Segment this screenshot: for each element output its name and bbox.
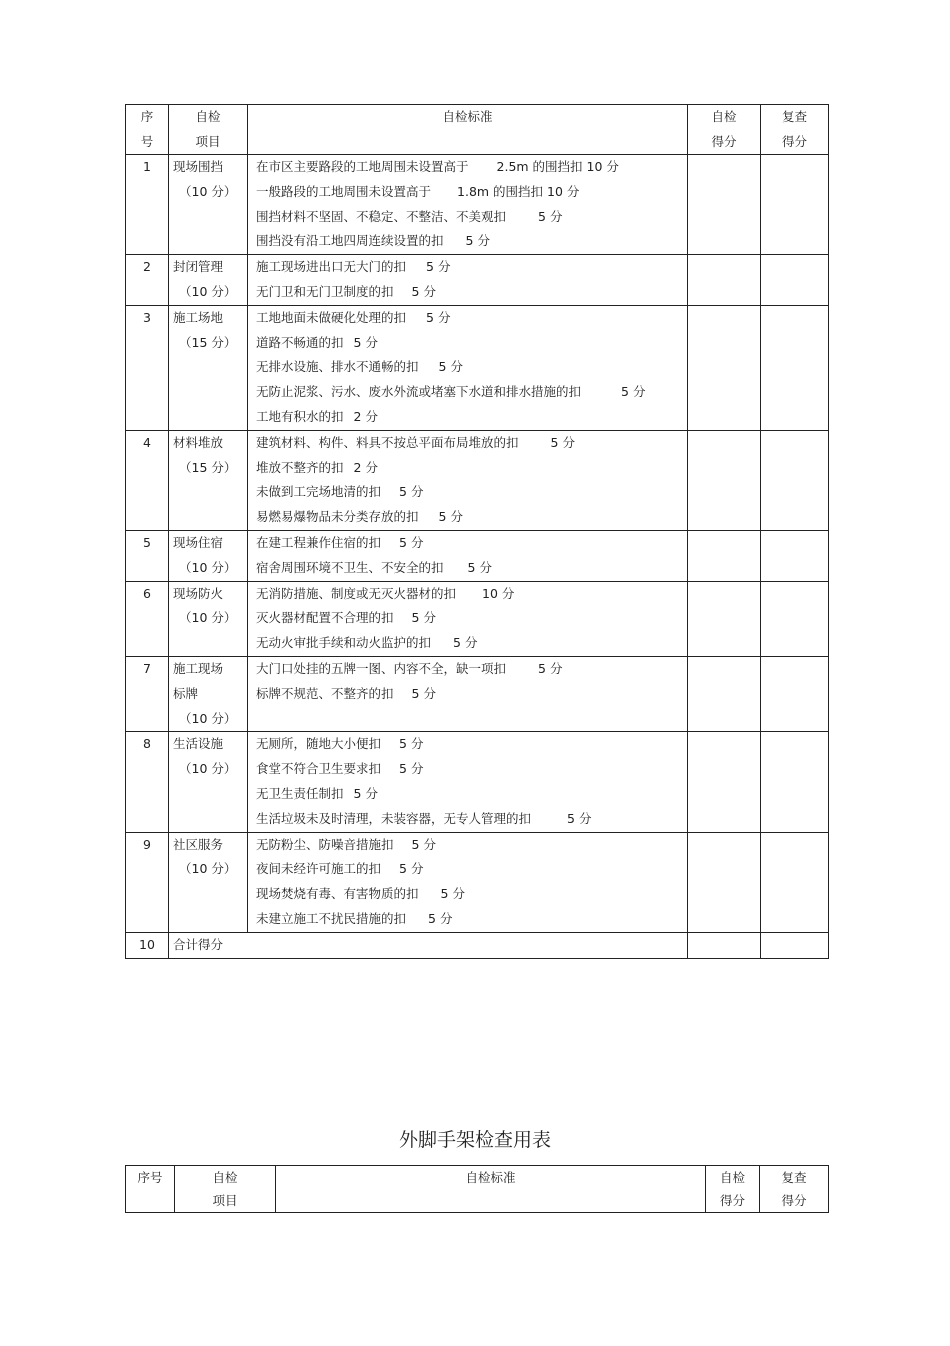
header-no bbox=[126, 105, 169, 155]
self-score-cell bbox=[688, 581, 761, 656]
row-criteria-cell bbox=[248, 155, 688, 255]
criteria-text: 无排水设施、排水不通畅的扣 bbox=[256, 359, 419, 375]
criteria-deduction: 5 分 bbox=[411, 836, 436, 852]
criteria-deduction: 5 分 bbox=[399, 761, 424, 777]
header-no-line2: 号 bbox=[140, 133, 154, 149]
header-item-line1: 自检 bbox=[212, 1170, 238, 1185]
table-row bbox=[126, 430, 829, 530]
row-item-cell bbox=[169, 581, 248, 656]
criteria-line bbox=[256, 582, 687, 607]
item-label-line: （10 分） bbox=[179, 761, 237, 777]
criteria-line bbox=[256, 732, 687, 757]
row-criteria-cell bbox=[248, 255, 688, 306]
criteria-line bbox=[256, 405, 687, 430]
criteria-line bbox=[256, 782, 687, 807]
criteria-deduction: 5 分 bbox=[399, 736, 424, 752]
criteria-deduction: 5 分 bbox=[621, 384, 646, 400]
item-label-line: （10 分） bbox=[179, 710, 237, 726]
row-number-cell bbox=[126, 832, 169, 932]
row-criteria-cell bbox=[248, 305, 688, 430]
self-score-cell bbox=[688, 255, 761, 306]
table-row bbox=[126, 581, 829, 656]
criteria-deduction: 2 分 bbox=[353, 459, 378, 475]
criteria-text: 夜间未经许可施工的扣 bbox=[256, 861, 382, 877]
criteria-deduction: 10 分 bbox=[482, 585, 515, 601]
total-label-cell bbox=[169, 932, 688, 958]
recheck-score-cell bbox=[761, 832, 829, 932]
item-label-line: （10 分） bbox=[179, 610, 237, 626]
criteria-text: 建筑材料、构件、料具不按总平面布局堆放的扣 bbox=[256, 434, 519, 450]
row-criteria-cell bbox=[248, 832, 688, 932]
header-recheck-score bbox=[760, 1166, 829, 1213]
item-label-line: （10 分） bbox=[179, 861, 237, 877]
row-item-cell bbox=[169, 832, 248, 932]
header-item-line2: 项目 bbox=[195, 133, 221, 149]
criteria-line bbox=[256, 331, 687, 356]
criteria-line bbox=[256, 631, 687, 656]
criteria-text: 无动火审批手续和动火监护的扣 bbox=[256, 635, 432, 651]
criteria-deduction: 5 分 bbox=[428, 910, 453, 926]
criteria-text: 无消防措施、制度或无灭火器材的扣 bbox=[256, 585, 457, 601]
row-criteria-cell bbox=[248, 656, 688, 731]
criteria-line bbox=[256, 380, 687, 405]
criteria-line bbox=[256, 355, 687, 380]
criteria-deduction: 5 分 bbox=[550, 434, 575, 450]
criteria-text: 一般路段的工地周围未设置高于 bbox=[256, 183, 432, 199]
criteria-deduction: 5 分 bbox=[538, 208, 563, 224]
criteria-line bbox=[256, 306, 687, 331]
criteria-line bbox=[256, 280, 687, 305]
self-score-cell bbox=[688, 155, 761, 255]
criteria-text: 无厕所，随地大小便扣 bbox=[256, 736, 382, 752]
item-label-line: 材料堆放 bbox=[173, 434, 224, 450]
criteria-line bbox=[256, 531, 687, 556]
criteria-text: 现场焚烧有毒、有害物质的扣 bbox=[256, 886, 419, 902]
header-item-line1: 自检 bbox=[195, 109, 221, 124]
item-label-line: （15 分） bbox=[179, 459, 237, 475]
header-re-line2: 得分 bbox=[781, 1193, 807, 1208]
criteria-line bbox=[256, 255, 687, 280]
criteria-text: 围挡没有沿工地四周连续设置的扣 bbox=[256, 233, 444, 249]
row-number: 1 bbox=[143, 159, 151, 174]
row-number: 6 bbox=[143, 585, 151, 601]
criteria-text: 未建立施工不扰民措施的扣 bbox=[256, 910, 407, 926]
criteria-line bbox=[256, 480, 687, 505]
site-inspection-table-body bbox=[126, 105, 829, 959]
criteria-text: 宿舍周围环境不卫生、不安全的扣 bbox=[256, 559, 444, 575]
criteria-text: 施工现场进出口无大门的扣 bbox=[256, 259, 407, 275]
header-self-line1: 自检 bbox=[719, 1170, 745, 1185]
criteria-line bbox=[256, 606, 687, 631]
table-row bbox=[126, 305, 829, 430]
criteria-deduction: 5 分 bbox=[411, 685, 436, 701]
table-row bbox=[126, 155, 829, 255]
header-self-score bbox=[688, 105, 761, 155]
header-no bbox=[126, 1166, 175, 1213]
item-label-line: （15 分） bbox=[179, 334, 237, 350]
item-label-line: 封闭管理 bbox=[173, 259, 224, 275]
criteria-line bbox=[256, 882, 687, 907]
criteria-text: 标牌不规范、不整齐的扣 bbox=[256, 685, 394, 701]
total-number-cell bbox=[126, 932, 169, 958]
criteria-text: 工地有积水的扣 bbox=[256, 408, 344, 424]
criteria-line bbox=[256, 857, 687, 882]
criteria-text: 工地地面未做硬化处理的扣 bbox=[256, 309, 407, 325]
row-number: 4 bbox=[143, 434, 151, 450]
row-number: 7 bbox=[143, 660, 151, 676]
self-score-cell bbox=[688, 430, 761, 530]
row-item-cell bbox=[169, 656, 248, 731]
scaffold-table-title: 外脚手架检查用表 bbox=[398, 1129, 551, 1151]
item-label-line: （10 分） bbox=[179, 183, 237, 199]
header-standard-label: 自检标准 bbox=[442, 109, 493, 124]
header-self-line2: 得分 bbox=[719, 1193, 745, 1208]
criteria-text: 道路不畅通的扣 bbox=[256, 334, 344, 350]
row-number-cell bbox=[126, 430, 169, 530]
row-item-cell bbox=[169, 155, 248, 255]
row-item-cell bbox=[169, 430, 248, 530]
table-row bbox=[126, 530, 829, 581]
table-row bbox=[126, 656, 829, 731]
row-criteria-cell bbox=[248, 581, 688, 656]
criteria-deduction: 5 分 bbox=[353, 785, 378, 801]
row-number-cell bbox=[126, 581, 169, 656]
header-self-score bbox=[706, 1166, 760, 1213]
criteria-deduction: 2 分 bbox=[353, 408, 378, 424]
criteria-deduction: 2.5m 的围挡扣 10 分 bbox=[496, 159, 619, 174]
row-item-cell bbox=[169, 255, 248, 306]
header-re-line2: 得分 bbox=[781, 133, 807, 149]
item-label-line: 现场住宿 bbox=[173, 534, 224, 550]
table-row bbox=[126, 732, 829, 832]
header-item bbox=[175, 1166, 276, 1213]
row-item-cell bbox=[169, 305, 248, 430]
recheck-score-cell bbox=[761, 430, 829, 530]
scaffold-inspection-table bbox=[125, 1165, 829, 1213]
criteria-deduction: 5 分 bbox=[399, 484, 424, 500]
self-score-cell bbox=[688, 732, 761, 832]
criteria-text: 堆放不整齐的扣 bbox=[256, 459, 344, 475]
criteria-text: 无防止泥浆、污水、废水外流或堵塞下水道和排水措施的扣 bbox=[256, 384, 582, 400]
header-no-label: 序号 bbox=[137, 1170, 163, 1185]
criteria-text: 无卫生责任制扣 bbox=[256, 785, 344, 801]
header-self-line1: 自检 bbox=[711, 109, 737, 124]
item-label-line: 生活设施 bbox=[173, 736, 224, 752]
row-number: 8 bbox=[143, 736, 151, 752]
criteria-line bbox=[256, 807, 687, 832]
item-label-line: 现场防火 bbox=[173, 585, 224, 601]
criteria-deduction: 5 分 bbox=[438, 359, 463, 375]
self-score-cell bbox=[688, 305, 761, 430]
item-label-line: （10 分） bbox=[179, 283, 237, 299]
criteria-line bbox=[256, 180, 687, 205]
criteria-deduction: 5 分 bbox=[399, 534, 424, 550]
header-re-line1: 复查 bbox=[781, 1170, 807, 1185]
total-row bbox=[126, 932, 829, 958]
recheck-score-cell bbox=[761, 305, 829, 430]
header-re-line1: 复查 bbox=[781, 109, 807, 124]
item-label-line: 施工场地 bbox=[173, 309, 224, 325]
self-score-cell bbox=[688, 656, 761, 731]
criteria-line bbox=[256, 657, 687, 682]
row-number-cell bbox=[126, 255, 169, 306]
header-standard bbox=[248, 105, 688, 155]
criteria-text: 无防粉尘、防噪音措施扣 bbox=[256, 836, 394, 852]
row-item-cell bbox=[169, 732, 248, 832]
criteria-deduction: 5 分 bbox=[453, 635, 478, 651]
header-recheck-score bbox=[761, 105, 829, 155]
item-label-line: 标牌 bbox=[173, 685, 199, 701]
row-number: 5 bbox=[143, 534, 151, 550]
criteria-line bbox=[256, 205, 687, 230]
criteria-deduction: 5 分 bbox=[411, 610, 436, 626]
criteria-text: 未做到工完场地清的扣 bbox=[256, 484, 382, 500]
criteria-deduction: 5 分 bbox=[399, 861, 424, 877]
criteria-text: 易燃易爆物品未分类存放的扣 bbox=[256, 509, 419, 525]
criteria-line bbox=[256, 155, 687, 180]
criteria-deduction: 1.8m 的围挡扣 10 分 bbox=[457, 183, 580, 199]
criteria-deduction: 5 分 bbox=[467, 559, 492, 575]
header-no-line1: 序 bbox=[140, 109, 154, 124]
row-number-cell bbox=[126, 656, 169, 731]
row-item-cell bbox=[169, 530, 248, 581]
criteria-line bbox=[256, 833, 687, 858]
criteria-text: 大门口处挂的五牌一图、内容不全，缺一项扣 bbox=[256, 660, 507, 676]
criteria-line bbox=[256, 682, 687, 707]
table-row bbox=[126, 255, 829, 306]
header-standard-label: 自检标准 bbox=[465, 1170, 516, 1185]
criteria-line bbox=[256, 757, 687, 782]
criteria-text: 食堂不符合卫生要求扣 bbox=[256, 761, 382, 777]
total-number: 10 bbox=[139, 936, 155, 952]
criteria-line bbox=[256, 229, 687, 254]
total-label: 合计得分 bbox=[173, 936, 224, 952]
table-header-row bbox=[126, 1166, 829, 1213]
criteria-text: 生活垃圾未及时清理，未装容器，无专人管理的扣 bbox=[256, 810, 532, 826]
criteria-text: 围挡材料不坚固、不稳定、不整洁、不美观扣 bbox=[256, 208, 507, 224]
item-label-line: 施工现场 bbox=[173, 660, 224, 676]
table-row bbox=[126, 832, 829, 932]
item-label-line: 现场围挡 bbox=[173, 159, 224, 174]
criteria-deduction: 5 分 bbox=[426, 309, 451, 325]
row-number: 9 bbox=[143, 836, 151, 852]
criteria-deduction: 5 分 bbox=[538, 660, 563, 676]
row-number-cell bbox=[126, 530, 169, 581]
criteria-line bbox=[256, 907, 687, 932]
table-header-row bbox=[126, 105, 829, 155]
criteria-text: 灭火器材配置不合理的扣 bbox=[256, 610, 394, 626]
self-score-cell bbox=[688, 932, 761, 958]
criteria-line bbox=[256, 556, 687, 581]
header-standard bbox=[276, 1166, 706, 1213]
row-criteria-cell bbox=[248, 430, 688, 530]
row-number-cell bbox=[126, 732, 169, 832]
header-self-line2: 得分 bbox=[711, 133, 737, 149]
header-item-line2: 项目 bbox=[212, 1193, 238, 1208]
criteria-text: 无门卫和无门卫制度的扣 bbox=[256, 283, 394, 299]
recheck-score-cell bbox=[761, 530, 829, 581]
criteria-line bbox=[256, 431, 687, 456]
criteria-deduction: 5 分 bbox=[438, 509, 463, 525]
row-number-cell bbox=[126, 305, 169, 430]
criteria-text: 在建工程兼作住宿的扣 bbox=[256, 534, 382, 550]
row-criteria-cell bbox=[248, 732, 688, 832]
row-number: 2 bbox=[143, 259, 151, 275]
item-label-line: （10 分） bbox=[179, 559, 237, 575]
recheck-score-cell bbox=[761, 656, 829, 731]
site-inspection-table bbox=[125, 104, 829, 959]
recheck-score-cell bbox=[761, 732, 829, 832]
self-score-cell bbox=[688, 530, 761, 581]
criteria-text: 在市区主要路段的工地周围未设置高于 bbox=[256, 159, 469, 174]
criteria-deduction: 5 分 bbox=[411, 283, 436, 299]
self-score-cell bbox=[688, 832, 761, 932]
criteria-deduction: 5 分 bbox=[353, 334, 378, 350]
row-number: 3 bbox=[143, 309, 151, 325]
header-item bbox=[169, 105, 248, 155]
criteria-deduction: 5 分 bbox=[567, 810, 592, 826]
criteria-line bbox=[256, 456, 687, 481]
item-label-line: 社区服务 bbox=[173, 836, 224, 852]
recheck-score-cell bbox=[761, 932, 829, 958]
recheck-score-cell bbox=[761, 155, 829, 255]
criteria-deduction: 5 分 bbox=[465, 233, 490, 249]
criteria-line bbox=[256, 505, 687, 530]
row-criteria-cell bbox=[248, 530, 688, 581]
criteria-deduction: 5 分 bbox=[426, 259, 451, 275]
recheck-score-cell bbox=[761, 581, 829, 656]
row-number-cell bbox=[126, 155, 169, 255]
criteria-deduction: 5 分 bbox=[440, 886, 465, 902]
recheck-score-cell bbox=[761, 255, 829, 306]
